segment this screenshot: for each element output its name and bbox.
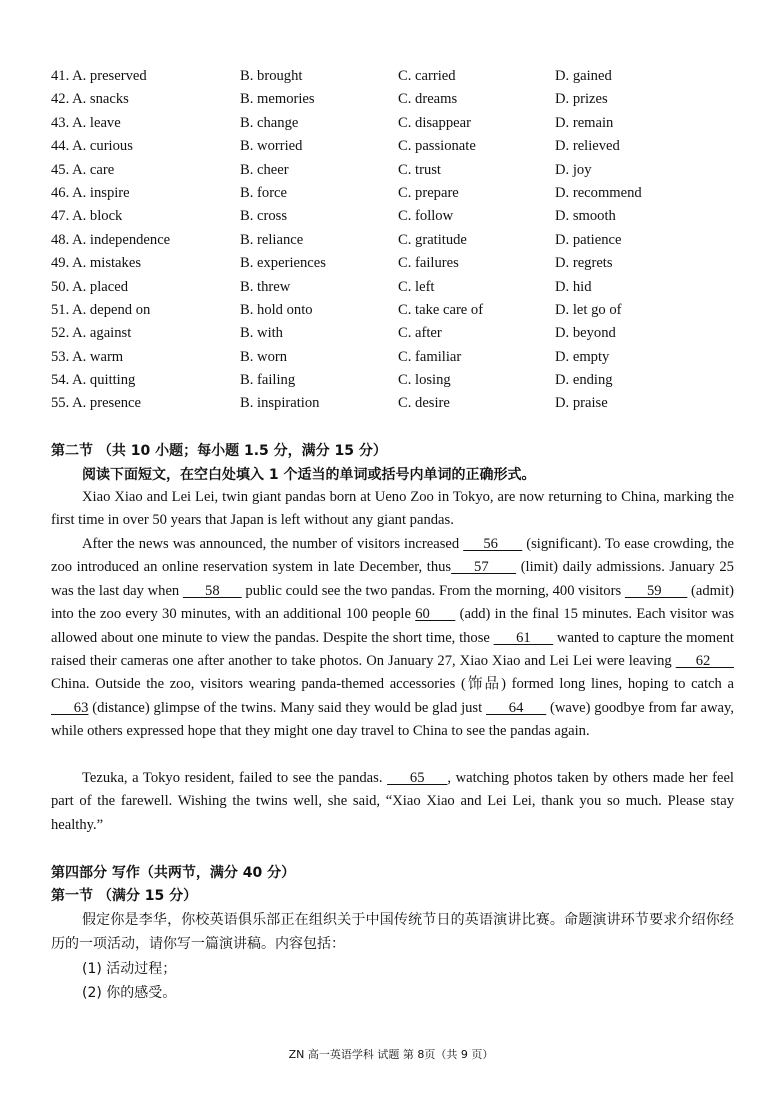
option-51-A: 51. A. depend on [51,301,151,318]
option-46-A: 46. A. inspire [51,184,130,201]
option-row-49 [51,252,741,275]
option-44-D: D. relieved [555,138,620,155]
option-row-51 [51,299,741,322]
option-row-41 [51,65,741,88]
option-row-50 [51,276,741,299]
option-55-C: C. desire [398,395,450,412]
blank-58[interactable]: 58 [182,582,242,599]
option-53-C: C. familiar [398,348,462,365]
option-49-C: C. failures [398,255,459,272]
option-45-C: C. trust [398,161,441,178]
option-53-A: 53. A. warm [51,348,124,365]
option-43-D: D. remain [555,114,614,131]
options-table [51,65,741,416]
option-50-D: D. hid [555,278,592,295]
option-row-44 [51,135,741,158]
option-47-B: B. cross [240,208,288,225]
blank-56[interactable]: 56 [463,536,523,552]
option-55-D: D. praise [555,395,608,412]
option-45-B: B. cheer [240,161,289,178]
option-47-C: C. follow [398,208,454,225]
option-55-B: B. inspiration [240,395,320,412]
passage-paragraph-3: Tezuka, a Tokyo resident, failed to see the pandas. 65 , watching photos taken by others made her feel part of the farewell. Wishing the twins well, she said, “Xiao Xiao and Lei Lei, thank you so much. Please stay healthy.” [51,770,734,833]
section2-instruction: 阅读下面短文，在空白处填入 1 个适当的单词或括号内单词的正确形式。 [82,467,536,483]
option-41-D: D. gained [555,68,612,84]
option-row-43 [51,112,741,135]
blank-61[interactable]: 61 [493,629,554,646]
blank-59[interactable]: 59 [624,582,688,599]
option-48-B: B. reliance [240,231,304,248]
option-51-B: B. hold onto [240,301,313,318]
option-row-53 [51,346,741,369]
blank-62[interactable]: 62 [675,653,734,670]
passage-paragraph-1: Xiao Xiao and Lei Lei, twin giant pandas born at Ueno Zoo in Tokyo, are now returning to China, marking the first time in over 50 years that Japan is left without any giant pandas. [51,489,734,529]
option-42-B: B. memories [240,91,315,108]
option-46-D: D. recommend [555,184,642,201]
option-row-52 [51,322,741,345]
blank-57[interactable]: 57 [451,559,517,576]
blank-65[interactable]: 65 [387,770,448,786]
option-50-B: B. threw [240,278,291,295]
option-row-55 [51,392,741,415]
writing-prompt: 假定你是李华，你校英语俱乐部正在组织关于中国传统节日的英语演讲比赛。命题演讲环节要求介绍你经历的一项活动，请你写一篇演讲稿。内容包括： [51,912,734,952]
option-43-C: C. disappear [398,114,471,131]
option-51-D: D. let go of [555,301,622,318]
option-49-A: 49. A. mistakes [51,255,141,272]
part4-subheading: 第一节 （满分 15 分） [51,888,198,904]
option-55-A: 55. A. presence [51,395,141,412]
option-44-B: B. worried [240,138,303,155]
writing-item-2: (2) 你的感受。 [82,985,177,1001]
option-row-42 [51,88,741,111]
option-45-A: 45. A. care [51,161,115,178]
option-48-A: 48. A. independence [51,231,171,248]
option-48-D: D. patience [555,231,622,248]
option-row-54 [51,369,741,392]
writing-item-1: (1) 活动过程； [82,961,177,977]
option-44-C: C. passionate [398,138,476,155]
option-row-45 [51,159,741,182]
option-54-A: 54. A. quitting [51,372,136,389]
option-52-A: 52. A. against [51,325,132,342]
option-49-D: D. regrets [555,255,613,272]
section2-heading: 第二节 （共 10 小题；每小题 1.5 分，满分 15 分） [51,443,387,459]
option-42-C: C. dreams [398,91,458,108]
option-54-D: D. ending [555,372,613,389]
option-row-47 [51,205,741,228]
option-47-D: D. smooth [555,208,616,225]
page-footer: ZN 高一英语学科 试题 第 8页（共 9 页） [288,1048,494,1061]
option-52-B: B. with [240,325,283,342]
option-42-A: 42. A. snacks [51,91,129,108]
option-46-C: C. prepare [398,184,459,201]
option-52-C: C. after [398,325,442,342]
option-44-A: 44. A. curious [51,138,133,155]
option-53-D: D. empty [555,348,610,365]
option-41-C: C. carried [398,68,456,84]
option-51-C: C. take care of [398,301,484,318]
option-54-C: C. losing [398,372,451,389]
option-row-48 [51,229,741,252]
option-43-B: B. change [240,114,299,131]
blank-64[interactable]: 64 [485,699,547,716]
option-52-D: D. beyond [555,325,616,342]
option-50-C: C. left [398,278,435,295]
blank-63[interactable]: 63 [51,699,89,716]
option-41-B: B. brought [240,68,303,84]
option-48-C: C. gratitude [398,231,467,248]
option-43-A: 43. A. leave [51,114,121,131]
option-47-A: 47. A. block [51,208,123,225]
option-49-B: B. experiences [240,255,326,272]
option-50-A: 50. A. placed [51,278,129,295]
option-46-B: B. force [240,184,288,201]
option-42-D: D. prizes [555,91,608,108]
option-53-B: B. worn [240,348,288,365]
part4-heading: 第四部分 写作（共两节，满分 40 分） [51,865,296,881]
passage-paragraph-2: After the news was announced, the number of visitors increased 56 (significant). To ease crowding, the zoo introduced an online reservation system in late December, thus 57 (limit) daily admissions. January 25 was the last day when 58 public could see the two pandas. From the morning, 400 visitors 59 (admit) into the zoo every 30 minutes, with an additional 100 people 60 (add) in the final 15 minutes. Each visitor was allowed about one minute to view the pandas. Despite the short time, those 61 wanted to capture the moment raised their cameras one after another to take photos. On January 27, Xiao Xiao and Lei Lei were leaving 62 China. Outside the zoo, visitors wearing panda-themed accessories (饰品) formed long lines, hoping to catch a 63 (distance) glimpse of the twins. Many said they would be glad just 64 (wave) goodbye from far away, while others expressed hope that they might one day travel to China to see the pandas again. [51,536,735,740]
blank-60[interactable]: 60 [415,606,456,623]
option-45-D: D. joy [555,161,592,178]
option-41-A: 41. A. preserved [51,68,147,84]
option-54-B: B. failing [240,372,296,389]
option-row-46 [51,182,741,205]
